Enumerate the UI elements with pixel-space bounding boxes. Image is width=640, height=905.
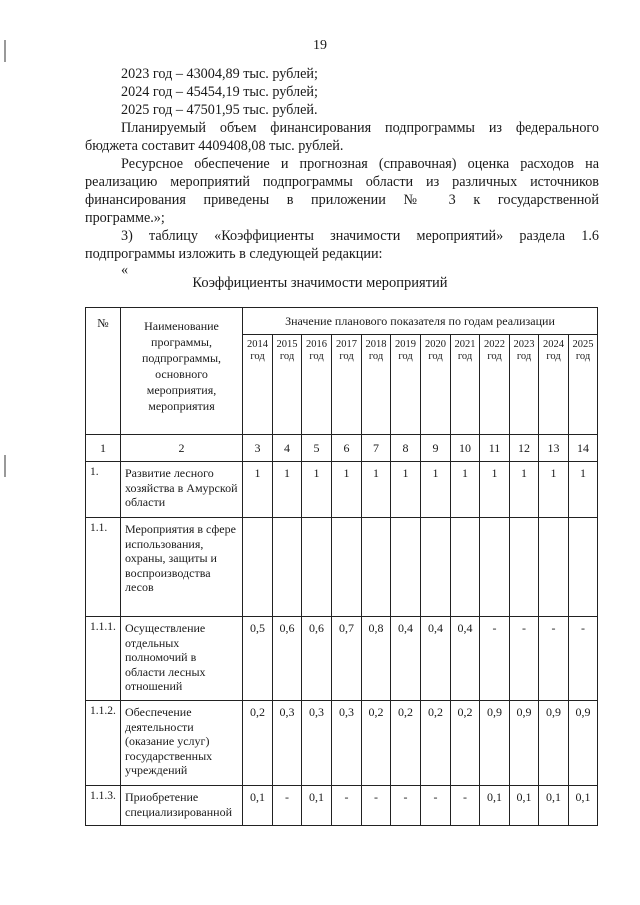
opening-quote: « [121,262,129,278]
year-header [480,335,510,435]
row-value: 0,4 [421,617,451,701]
row-value: - [539,617,569,701]
row-value: - [510,617,539,701]
year-header [243,335,273,435]
year-header-unit: год [428,351,443,362]
row-value: 1 [332,462,362,518]
binding-mark [4,455,6,477]
year-header-year: 2022 [484,339,505,350]
year-header-unit: год [279,351,295,362]
year-header-year: 2019 [395,339,416,350]
resources-paragraph-line: Ресурсное обеспечение и прогнозная (справочная) оценка расходов на [121,156,599,172]
table-row [86,786,598,826]
row-value [332,518,362,617]
row-value: 1 [362,462,391,518]
funding-2023-line: 2023 год – 43004,89 тыс. рублей; [121,66,318,82]
year-header-year: 2016 [306,339,327,350]
year-header-unit: год [339,351,354,362]
year-header-unit: год [250,351,265,362]
page-number: 19 [313,38,327,53]
header-name: Наименование программы, подпрограммы, основного мероприятия, мероприятия [121,308,243,435]
row-value [569,518,598,617]
row-value: 0,2 [243,701,273,786]
year-header-year: 2014 [247,339,268,350]
column-index: 12 [510,435,539,462]
header-number: № [86,308,121,435]
column-index: 8 [391,435,421,462]
funding-2024-line: 2024 год – 45454,19 тыс. рублей; [121,84,318,100]
row-value: 1 [539,462,569,518]
item3-paragraph-line: подпрограммы изложить в следующей редакции: [85,246,383,262]
column-index: 3 [243,435,273,462]
column-index: 1 [86,435,121,462]
column-index-row [86,435,598,462]
year-header [273,335,302,435]
table-title: Коэффициенты значимости мероприятий [192,275,448,291]
coefficients-table [85,307,598,826]
row-value [391,518,421,617]
row-value [451,518,480,617]
year-header-unit: год [487,351,502,362]
row-value: - [421,786,451,826]
column-index: 11 [480,435,510,462]
row-name: Развитие лесного хозяйства в Амурской области [121,462,243,518]
row-value: 0,2 [451,701,480,786]
row-number: 1.1.2. [86,701,121,786]
row-value: 0,1 [302,786,332,826]
column-index: 14 [569,435,598,462]
row-value: 1 [421,462,451,518]
row-value: 1 [510,462,539,518]
year-header-unit: год [457,351,473,362]
row-value: 0,3 [273,701,302,786]
year-header [302,335,332,435]
row-value: 0,2 [391,701,421,786]
row-value [510,518,539,617]
row-value: - [391,786,421,826]
row-value [302,518,332,617]
row-value: - [480,617,510,701]
row-number: 1. [86,462,121,518]
row-value: 0,2 [362,701,391,786]
column-index: 9 [421,435,451,462]
year-header-year: 2020 [425,339,446,350]
year-header [332,335,362,435]
row-value: - [273,786,302,826]
row-value: 1 [243,462,273,518]
row-value: 0,1 [569,786,598,826]
year-header-unit: год [368,351,384,362]
row-value: 0,4 [451,617,480,701]
column-index: 13 [539,435,569,462]
row-value: 0,3 [332,701,362,786]
resources-paragraph-line: реализацию мероприятий подпрограммы области из различных источников [85,174,599,190]
row-value: - [362,786,391,826]
row-name: Приобретение специализированной [121,786,243,826]
funding-2025-line: 2025 год – 47501,95 тыс. рублей. [121,102,318,118]
row-value [273,518,302,617]
row-value: 1 [569,462,598,518]
column-index: 7 [362,435,391,462]
row-value [243,518,273,617]
table-row [86,518,598,617]
row-name: Мероприятия в сфере использования, охраны, защиты и воспроизводства лесов [121,518,243,617]
row-value [362,518,391,617]
row-number: 1.1.3. [86,786,121,826]
year-header-unit: год [398,351,413,362]
row-value: 0,1 [480,786,510,826]
row-value: 0,4 [391,617,421,701]
row-value: - [569,617,598,701]
year-header [539,335,569,435]
year-header-year: 2015 [276,339,298,350]
year-header [510,335,539,435]
row-value: 0,5 [243,617,273,701]
year-header-year: 2024 [543,339,564,350]
year-header [362,335,391,435]
resources-paragraph-line: финансирования приведены в приложении № 3 к государственной [85,192,599,208]
year-header-year: 2017 [336,339,357,350]
table-row [86,701,598,786]
year-header [569,335,598,435]
row-value [539,518,569,617]
column-index: 4 [273,435,302,462]
row-value: 0,9 [510,701,539,786]
year-header-year: 2025 [572,339,594,350]
row-name: Осуществление отдельных полномочий в области лесных отношений [121,617,243,701]
year-header [451,335,480,435]
row-value: 0,1 [243,786,273,826]
item3-paragraph-line: 3) таблицу «Коэффициенты значимости мероприятий» раздела 1.6 [121,228,599,244]
year-header-year: 2018 [365,339,387,350]
row-value: 0,6 [302,617,332,701]
row-value: 0,2 [421,701,451,786]
column-index: 2 [121,435,243,462]
table-row [86,617,598,701]
year-header-unit: год [516,351,532,362]
row-number: 1.1. [86,518,121,617]
column-index: 6 [332,435,362,462]
row-value [480,518,510,617]
federal-paragraph-line: Планируемый объем финансирования подпрограммы из федерального [121,120,599,136]
row-value: 1 [391,462,421,518]
row-value: 0,6 [273,617,302,701]
column-index: 10 [451,435,480,462]
row-value: 0,7 [332,617,362,701]
year-header [421,335,451,435]
row-value: 1 [273,462,302,518]
row-value: 0,8 [362,617,391,701]
row-name: Обеспечение деятельности (оказание услуг) государственных учреждений [121,701,243,786]
year-header [391,335,421,435]
row-value: 0,9 [480,701,510,786]
row-value: 0,9 [539,701,569,786]
row-value: 1 [302,462,332,518]
row-number: 1.1.1. [86,617,121,701]
row-value: 0,9 [569,701,598,786]
federal-paragraph-line: бюджета составит 4409408,08 тыс. рублей. [85,138,344,154]
table-row [86,462,598,518]
resources-paragraph-line: программе.»; [85,210,165,226]
row-value: 1 [451,462,480,518]
row-value: 0,1 [539,786,569,826]
column-index: 5 [302,435,332,462]
row-value: - [332,786,362,826]
row-value: 0,3 [302,701,332,786]
header-values: Значение планового показателя по годам реализации [243,308,598,335]
row-value: 0,1 [510,786,539,826]
year-header-unit: год [309,351,324,362]
row-value: 1 [480,462,510,518]
year-header-year: 2021 [454,339,476,350]
row-value: - [451,786,480,826]
year-header-unit: год [575,351,591,362]
row-value [421,518,451,617]
year-header-unit: год [546,351,561,362]
year-header-year: 2023 [513,339,535,350]
